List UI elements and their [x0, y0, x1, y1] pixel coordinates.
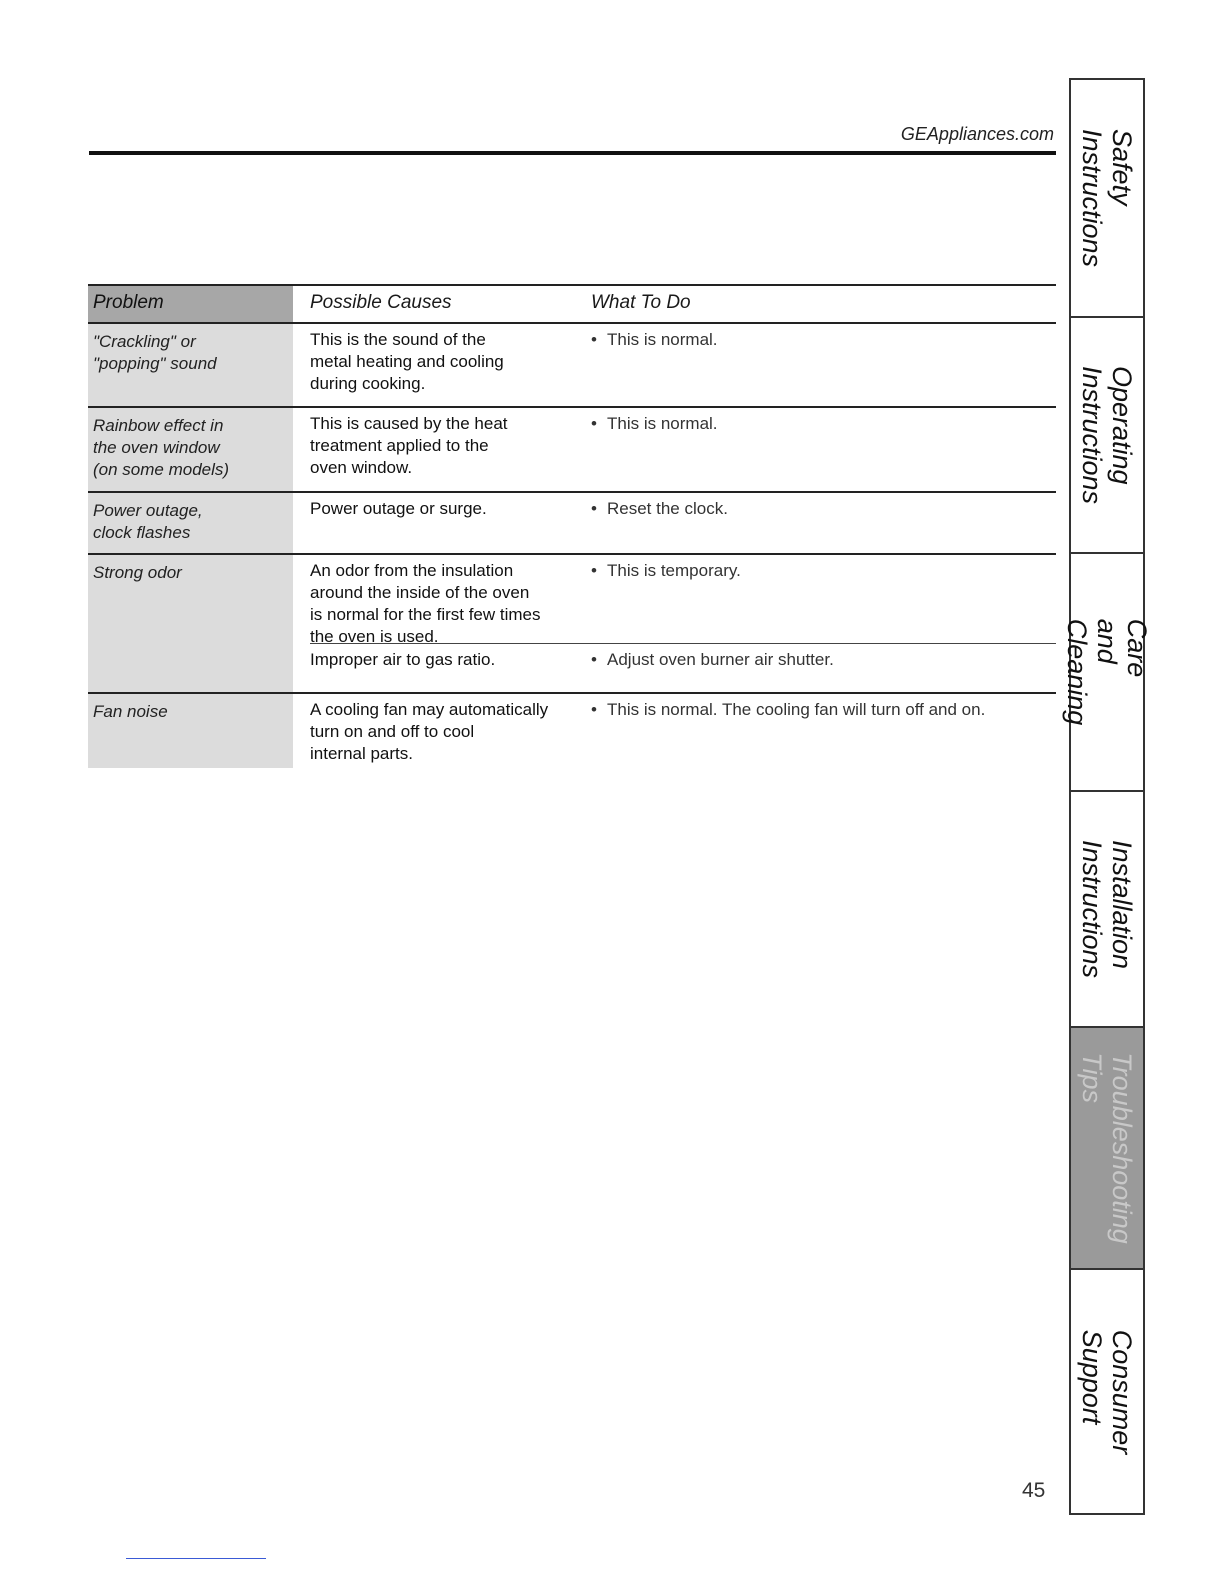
cause-entry [310, 408, 1056, 485]
todo-text [591, 560, 1051, 582]
tab-care-and-cleaning[interactable] [1062, 552, 1152, 790]
tab-label: Consumer Support [1077, 1329, 1137, 1454]
problem-text: Fan noise [93, 702, 168, 721]
problem-column-header: Problem [88, 286, 293, 322]
header-rule [89, 151, 1056, 155]
todo-text [591, 498, 1051, 520]
problem-cell [88, 493, 293, 553]
todo-text [591, 649, 1051, 671]
bullet-icon: • [591, 499, 597, 518]
table-row [88, 493, 1056, 555]
problem-text: Rainbow effect in the oven window (on some models) [93, 416, 230, 479]
todo-value: This is normal. [607, 330, 718, 349]
tab-installation-instructions[interactable] [1069, 790, 1145, 1026]
tab-consumer-support[interactable] [1069, 1268, 1145, 1515]
cause-entry [310, 694, 1056, 771]
problem-cell [88, 324, 293, 406]
problem-cell [88, 555, 293, 692]
bullet-icon: • [591, 561, 597, 580]
tab-label: Installation Instructions [1077, 839, 1137, 979]
cause-text: Power outage or surge. [310, 499, 487, 518]
bullet-icon: • [591, 330, 597, 349]
todo-text [591, 329, 1051, 351]
todo-value: Adjust oven burner air shutter. [607, 650, 834, 669]
tab-label: Troubleshooting Tips [1077, 1052, 1137, 1244]
todo-value: This is normal. [607, 414, 718, 433]
problem-text: "Crackling" or "popping" sound [93, 332, 217, 373]
cause-text: This is the sound of the metal heating and cooling during cooking. [310, 330, 504, 393]
cause-entry [310, 324, 1056, 401]
todo-value: This is normal. The cooling fan will turn off and on. [607, 700, 986, 719]
problem-text: Power outage, clock flashes [93, 501, 203, 542]
cause-text: A cooling fan may automatically turn on and off to cool internal parts. [310, 700, 549, 763]
tab-label: Operating Instructions [1077, 365, 1137, 505]
cause-entry [310, 643, 1056, 677]
todo-value: This is temporary. [607, 561, 741, 580]
cause-text: An odor from the insulation around the inside of the oven is normal for the first few times the oven is used. [310, 561, 541, 646]
tab-safety-instructions[interactable] [1069, 78, 1145, 316]
footer-underline [126, 1558, 266, 1559]
cause-entry [310, 493, 1056, 526]
problem-text: Strong odor [93, 563, 182, 582]
page-number: 45 [1022, 1479, 1046, 1502]
section-tabs [1062, 78, 1152, 1515]
table-row [88, 555, 1056, 694]
todo-value: Reset the clock. [607, 499, 728, 518]
cause-text: Improper air to gas ratio. [310, 650, 496, 669]
cause-text: This is caused by the heat treatment applied to the oven window. [310, 414, 508, 477]
tab-operating-instructions[interactable] [1069, 316, 1145, 552]
bullet-icon: • [591, 414, 597, 433]
problem-cell [88, 408, 293, 491]
problem-cell [88, 694, 293, 768]
bullet-icon: • [591, 700, 597, 719]
tab-label: Safety Instructions [1077, 128, 1137, 268]
troubleshooting-table [88, 284, 1056, 768]
site-url: GEAppliances.com [900, 124, 1054, 144]
table-row [88, 408, 1056, 493]
tab-troubleshooting-tips[interactable] [1069, 1026, 1145, 1268]
todo-column-header: What To Do [591, 292, 691, 313]
causes-column-header: Possible Causes [310, 292, 452, 313]
table-row [88, 694, 1056, 768]
table-header [88, 284, 1056, 324]
tab-label: Care and Cleaning [1062, 618, 1152, 726]
todo-text [591, 413, 1051, 435]
cause-entry [310, 555, 1056, 646]
todo-text [591, 699, 1051, 721]
table-row [88, 324, 1056, 408]
bullet-icon: • [591, 650, 597, 669]
